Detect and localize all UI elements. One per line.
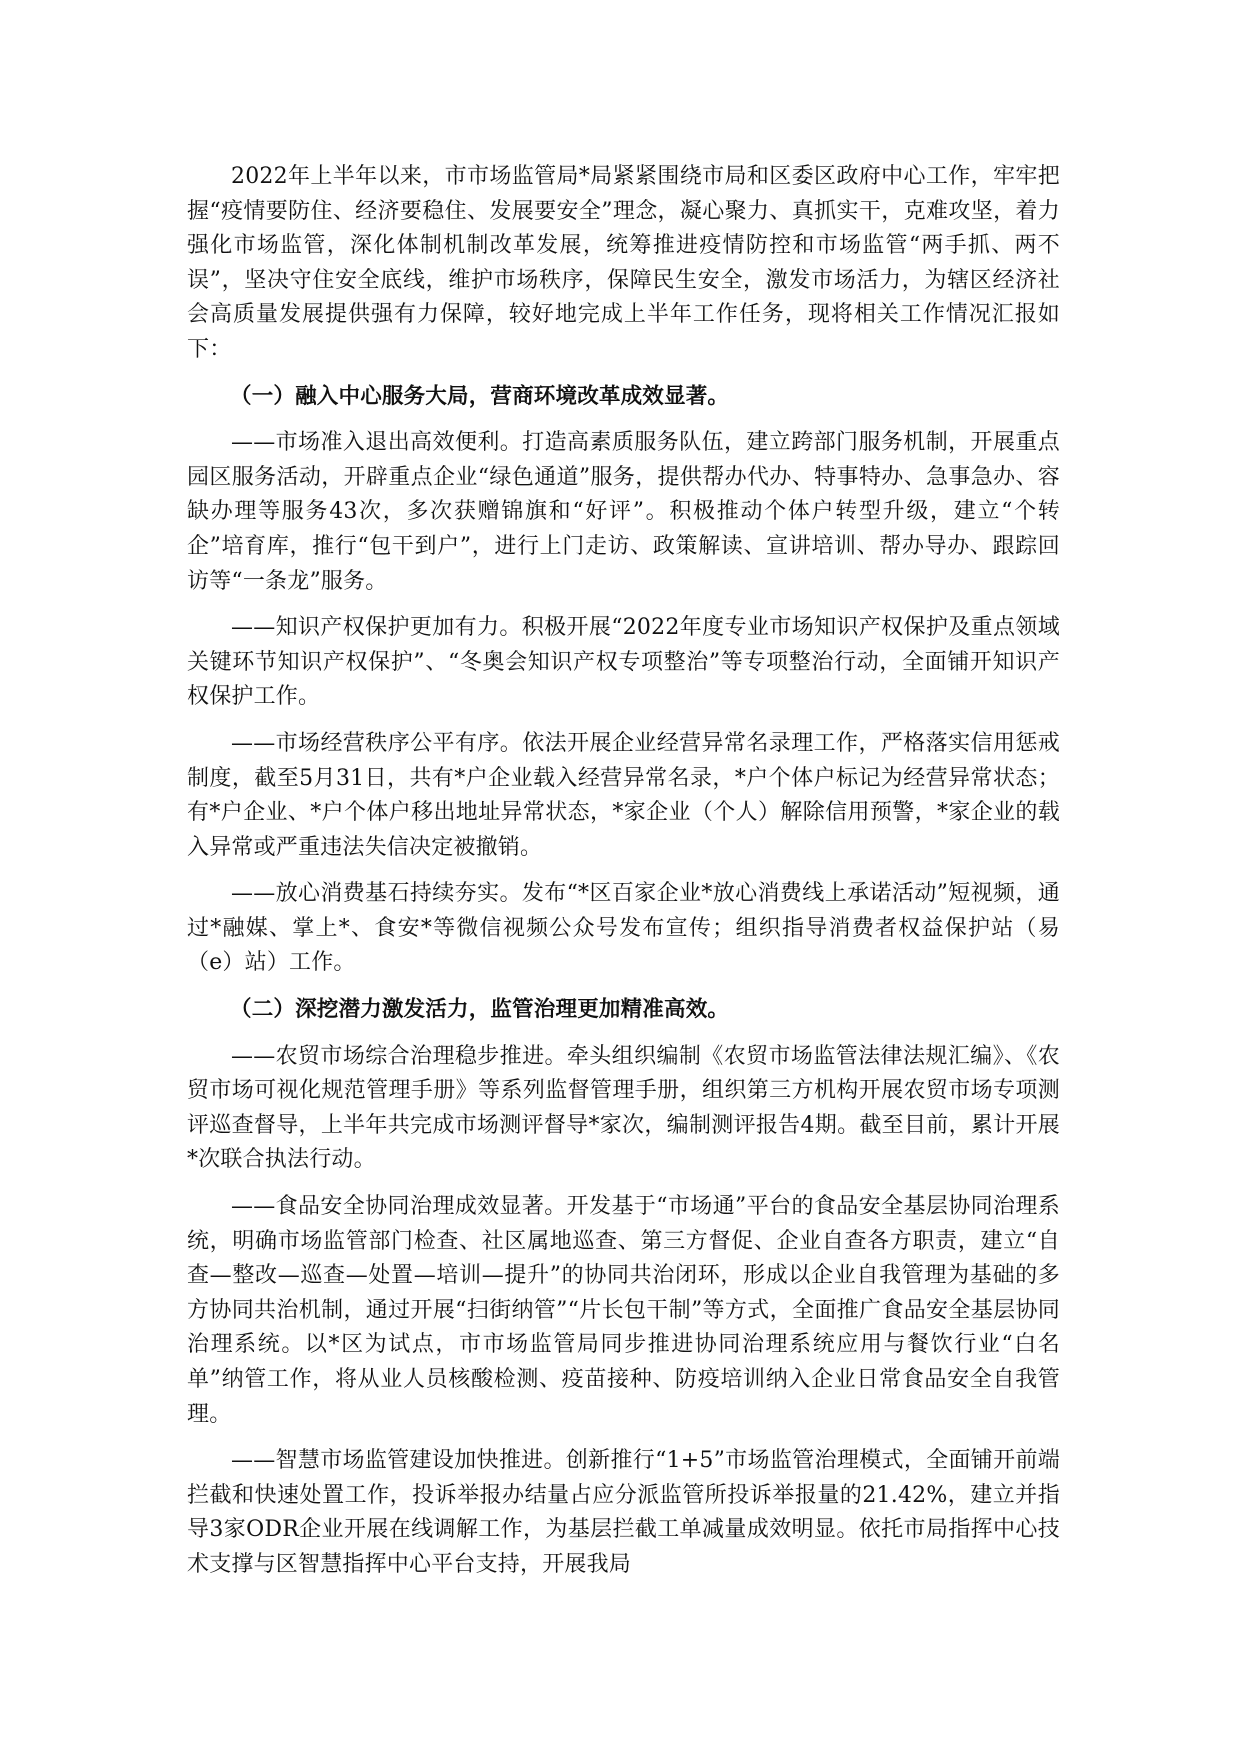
section-heading-2: （二）深挖潜力激发活力，监管治理更加精准高效。 [230,997,730,1023]
document-body [187,160,1060,1583]
paragraph-food-safety: ——食品安全协同治理成效显著。开发基于“市场通”平台的食品安全基层协同治理系统，明确市场监管部门检查、社区属地巡查、第三方督促、企业自查各方职责，建立“自查—整改—巡查—处置—培训—提升”的协同共治闭环，形成以企业自我管理为基础的多方协同共治机制，通过开展“扫街纳管”“片长包干制”等方式，全面推广食品安全基层协同治理系统。以*区为试点，市市场监管局同步推进协同治理系统应用与餐饮行业“白名单”纳管工作，将从业人员核酸检测、疫苗接种、防疫培训纳入企业日常食品安全自我管理。 [187,1194,1060,1427]
section-heading-1: （一）融入中心服务大局，营商环境改革成效显著。 [230,383,730,409]
paragraph-smart-supervision: ——智慧市场监管建设加快推进。创新推行“1+5”市场监管治理模式，全面铺开前端拦截和快速处置工作，投诉举报办结量占应分派监管所投诉举报量的21.42%，建立并指导3家ODR企业开展在线调解工作，为基层拦截工单减量成效明显。依托市局指挥中心技术支撑与区智慧指挥中心平台支持，开展我局 [187,1448,1060,1577]
paragraph-market-order: ——市场经营秩序公平有序。依法开展企业经营异常名录理工作，严格落实信用惩戒制度，截至5月31日，共有*户企业载入经营异常名录，*户个体户标记为经营异常状态；有*户企业、*户个体户移出地址异常状态，*家企业（个人）解除信用预警，*家企业的载入异常或严重违法失信决定被撤销。 [187,730,1060,860]
paragraph-market-access: ——市场准入退出高效便利。打造高素质服务队伍，建立跨部门服务机制，开展重点园区服务活动，开辟重点企业“绿色通道”服务，提供帮办代办、特事特办、急事急办、容缺办理等服务43次，多次获赠锦旗和“好评”。积极推动个体户转型升级，建立“个转企”培育库，推行“包干到户”，进行上门走访、政策解读、宣讲培训、帮办导办、跟踪回访等“一条龙”服务。 [187,430,1060,594]
paragraph-ip-protection: ——知识产权保护更加有力。积极开展“2022年度专业市场知识产权保护及重点领域关键环节知识产权保护”、“冬奥会知识产权专项整治”等专项整治行动，全面铺开知识产权保护工作。 [187,615,1060,710]
intro-paragraph: 2022年上半年以来，市市场监管局*局紧紧围绕市局和区委区政府中心工作，牢牢把握“疫情要防住、经济要稳住、发展要安全”理念，凝心聚力、真抓实干，克难攻坚，着力强化市场监管，深化体制机制改革发展，统筹推进疫情防控和市场监管“两手抓、两不误”，坚决守住安全底线，维护市场秩序，保障民生安全，激发市场活力，为辖区经济社会高质量发展提供强有力保障，较好地完成上半年工作任务，现将相关工作情况汇报如下： [187,164,1060,362]
paragraph-consumer-trust: ——放心消费基石持续夯实。发布“*区百家企业*放心消费线上承诺活动”短视频，通过*融媒、掌上*、食安*等微信视频公众号发布宣传；组织指导消费者权益保护站（易（e）站）工作。 [187,881,1060,976]
paragraph-farmers-market: ——农贸市场综合治理稳步推进。牵头组织编制《农贸市场监管法律法规汇编》、《农贸市场可视化规范管理手册》等系列监督管理手册，组织第三方机构开展农贸市场专项测评巡查督导，上半年共完成市场测评督导*家次，编制测评报告4期。截至目前，累计开展*次联合执法行动。 [187,1043,1060,1173]
